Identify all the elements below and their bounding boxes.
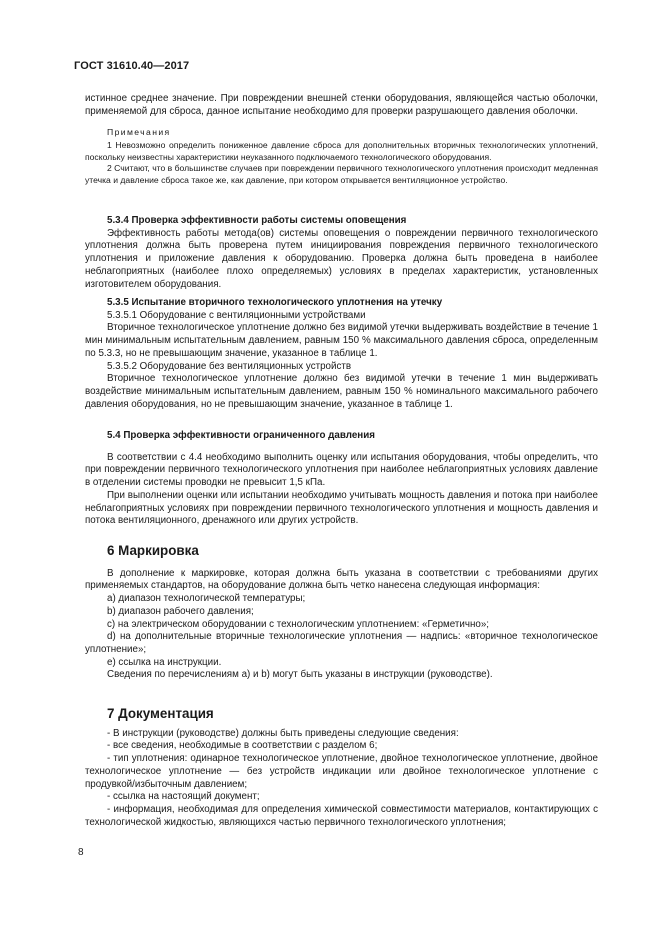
section-5-4-title: 5.4 Проверка эффективности ограниченного давления [107,430,375,441]
intro-paragraph: истинное среднее значение. При повреждении внешней стенки оборудования, являющейся частью оболочки, применяемой для сброса, данное испытание необходимо для проверки разрушающего давления оболочки. [85,93,598,117]
section-5-3-5-2-title: 5.3.5.2 Оборудование без вентиляционных устройств [107,360,352,372]
section-5-4-paragraph-2: При выполнении оценки или испытании необходимо учитывать мощность давления и потока при наиболее неблагоприятных условиях при повреждении первичного технологического уплотнения и мощность давления и потока вентиляционного, дренажного или других устройств. [85,489,598,527]
doc-item-3: - тип уплотнения: одинарное технологическое уплотнение, двойное технологическое уплотнение, двойное технологическое уплотнение — без устройств индикации или двойное технологическое уплотнение с продувкой/избыточным давлением; [85,753,598,790]
doc-item-2: - все сведения, необходимые в соответствии с разделом 6; [107,740,378,752]
doc-item-5: - информация, необходимая для определения химической совместимости материалов, контактирующих с технологической жидкостью, являющихся частью первичного технологического уплотнения; [85,803,598,828]
section-5-3-5-2-paragraph: Вторичное технологическое уплотнение должно без видимой утечки в течение 1 мин выдерживать воздействие минимальным испытательным давлением, равным 150 % номинального максимального рабочего давления оборудования, но не превышающим значение, указанное в таблице 1. [85,373,598,410]
doc-item-4: - ссылка на настоящий документ; [107,791,260,803]
section-5-4 [85,430,598,528]
section-5-3-4-title: 5.3.4 Проверка эффективности работы системы оповещения [107,215,407,226]
notes-title: Примечания [107,127,171,138]
document-header: ГОСТ 31610.40—2017 [74,60,190,72]
section-5-3-5-title: 5.3.5 Испытание вторичного технологического уплотнения на утечку [107,297,443,308]
section-5-3-5-1-title: 5.3.5.1 Оборудование с вентиляционными устройствами [107,309,366,321]
section-5-4-paragraph-1: В соответствии с 4.4 необходимо выполнить оценку или испытания оборудования, чтобы определить, что при повреждении первичного технологического уплотнения при наиболее неблагоприятных условиях давление в отделении системы проводки не превысит 1,5 кПа. [85,451,598,489]
marking-item-d: d) на дополнительные вторичные технологические уплотнения — надпись: «вторичное технологическое уплотнение»; [85,631,598,655]
note-2: 2 Считают, что в большинстве случаев при повреждении первичного технологического уплотнения происходит медленная утечка и давление сброса такое же, как давление, при котором открывается вентиляционное устройство. [85,163,598,185]
section-5-3-5-1-paragraph: Вторичное технологическое уплотнение должно без видимой утечки выдерживать воздействие в течение 1 мин минимальным испытательным давлением, равным 150 % максимального давления сброса, определенным по 5.3.3, но не превышающим значение, указанное в таблице 1. [85,322,598,359]
section-7-title: 7 Документация [107,706,214,721]
marking-item-a: a) диапазон технологической температуры; [107,593,306,605]
section-6 [85,545,598,682]
section-6-tail: Сведения по перечислениям a) и b) могут быть указаны в инструкции (руководстве). [107,669,493,681]
intro-block [85,93,598,186]
section-6-title: 6 Маркировка [107,543,199,558]
section-5-3-4 [85,215,598,291]
section-6-paragraph: В дополнение к маркировке, которая должна быть указана в соответствии с требованиями других применяемых стандартов, на оборудование должна быть четко нанесена следующая информация: [85,567,598,592]
doc-item-1: - В инструкции (руководстве) должны быть приведены следующие сведения: [107,727,459,739]
marking-item-c: c) на электрическом оборудовании с технологическим уплотнением: «Герметично»; [107,618,490,630]
page-number: 8 [78,847,84,858]
section-5-3-5 [85,297,598,411]
section-5-3-4-paragraph: Эффективность работы метода(ов) системы оповещения о повреждении первичного технологического уплотнения должна быть проверена путем инициирования повреждения первичного технологического уплотнения и приложение давления к оборудованию. Проверка должна быть проведена в наиболее неблагоприятных (наиболее плохо определяемых) условиях в пределах характеристик, установленных изготовителем оборудования. [85,227,598,290]
note-1: 1 Невозможно определить пониженное давление сброса для дополнительных вторичных технологических уплотнений, поскольку неизвестны характеристики неуказанного подключаемого технологического оборудования. [85,140,598,162]
section-7 [85,708,598,829]
marking-item-e: e) ссылка на инструкции. [107,656,222,668]
marking-item-b: b) диапазон рабочего давления; [107,605,254,617]
